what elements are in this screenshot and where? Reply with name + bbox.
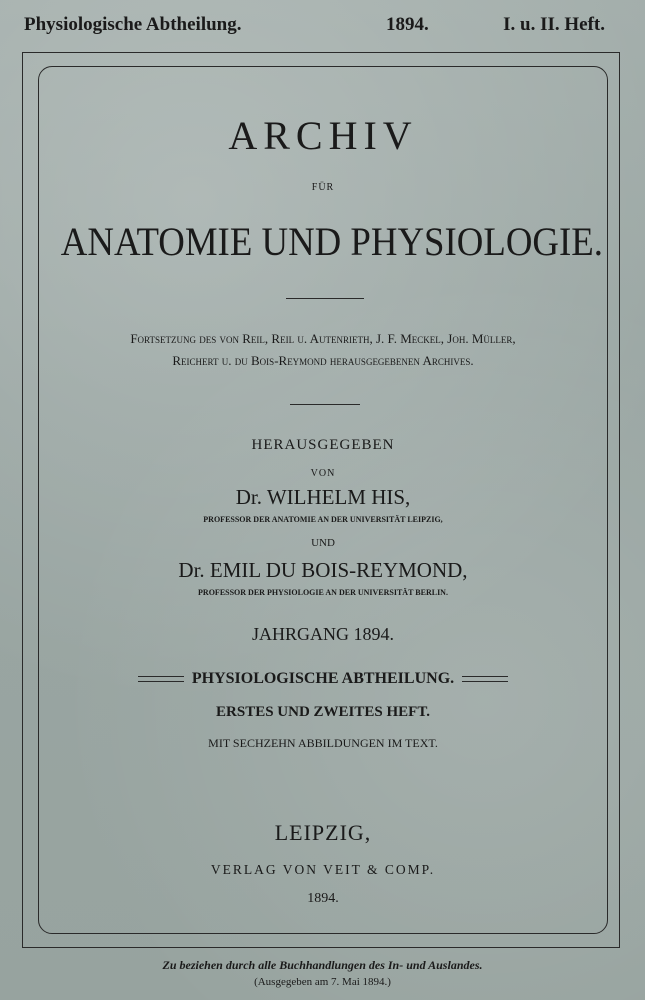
title-fuer: FÜR [311,182,335,193]
imprint-publisher: VERLAG VON VEIT & COMP. [210,862,436,877]
title-main: ANATOMIE UND PHYSIOLOGIE. [60,219,603,264]
footer-issue-date: (Ausgegeben am 7. Mai 1894.) [254,976,391,988]
header-section: Physiologische Abtheilung. [24,14,242,35]
header-issue: I. u. II. Heft. [503,14,605,35]
footer-distribution: Zu beziehen durch alle Buchhandlungen des In- und Auslandes. [162,958,483,972]
editor-2-role: PROFESSOR DER PHYSIOLOGIE AN DER UNIVERSITÄT BERLIN. [198,588,448,597]
imprint-year: 1894. [307,891,339,906]
editor-2-name: Dr. EMIL DU BOIS-REYMOND, [178,558,468,582]
title-archiv: ARCHIV [228,113,418,158]
divider-rule [286,298,364,299]
volume-year: JAHRGANG 1894. [251,624,394,644]
header-year: 1894. [386,14,429,35]
editor-1-role: PROFESSOR DER ANATOMIE AN DER UNIVERSITÄT LEIPZIG, [203,515,443,524]
editor-1-name: Dr. WILHELM HIS, [235,485,411,509]
edited-label: HERAUSGEGEBEN [251,437,395,453]
section-title: PHYSIOLOGISCHE ABTHEILUNG. [191,670,455,687]
section-row [38,670,608,688]
double-rule-right [462,676,508,682]
issue-title: ERSTES UND ZWEITES HEFT. [216,704,430,720]
continuation-line-1: Fortsetzung des von Reil, Reil u. Autenrieth, J. F. Meckel, Joh. Müller, [130,331,516,346]
illustrations-note: MIT SECHZEHN ABBILDUNGEN IM TEXT. [208,736,438,750]
editor-und: UND [311,537,335,549]
double-rule-left [138,676,184,682]
imprint-city: LEIPZIG, [274,820,372,845]
continuation-line-2: Reichert u. du Bois-Reymond herausgegebenen Archives. [172,353,474,368]
edited-von: VON [310,468,336,479]
divider-rule [290,404,360,405]
